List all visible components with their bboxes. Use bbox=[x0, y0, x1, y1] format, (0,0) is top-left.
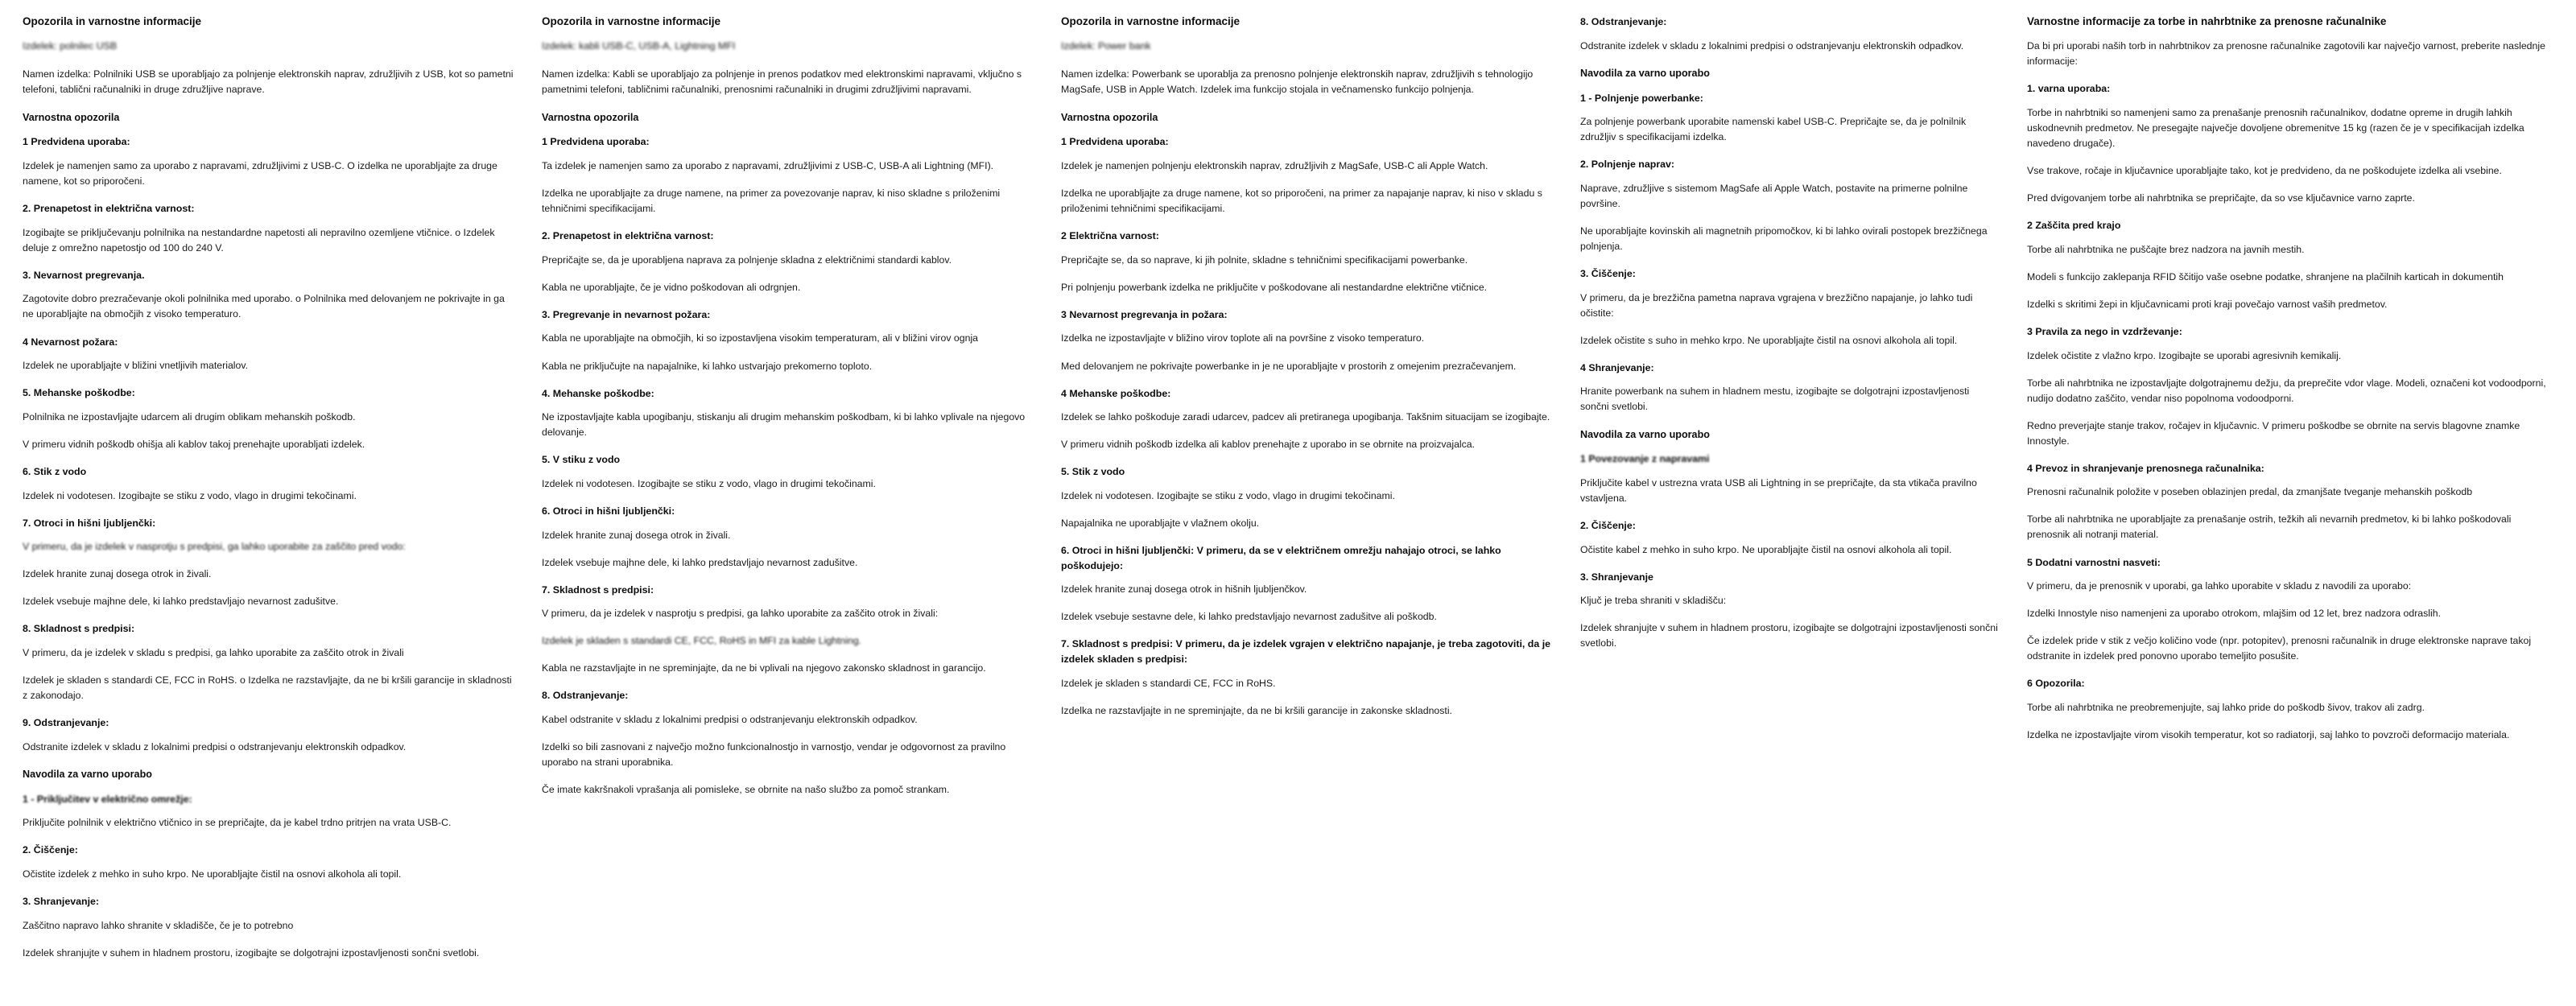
section-1 bbox=[1061, 134, 1553, 216]
section-heading: 8. Odstranjevanje: bbox=[542, 690, 629, 702]
section-heading: 3 Nevarnost pregrevanja in požara: bbox=[1061, 308, 1228, 320]
usage-section-4 bbox=[1580, 361, 2000, 415]
usage-paragraph: Za polnjenje powerbank uporabite namenski kabel USB-C. Prepričajte se, da je polnilnik združljiv s specifikacijami izdelka. bbox=[1580, 116, 1967, 143]
section-5 bbox=[23, 385, 514, 452]
section-paragraph: Izdelka ne razstavljajte in ne spreminjajte, da ne bi kršili garancije in zakonske skladnosti. bbox=[1061, 704, 1452, 716]
section-heading: 8. Skladnost s predpisi: bbox=[23, 623, 135, 635]
product-purpose: Namen izdelka: Polnilniki USB se uporabljajo za polnjenje elektronskih naprav, združljivih z USB, kot so pametni telefoni, tablični računalniki in druge združljive naprave. bbox=[23, 68, 514, 96]
section-heading: 1 Predvidena uporaba: bbox=[542, 136, 650, 148]
section-heading: 7. Skladnost s predpisi: bbox=[542, 583, 654, 596]
section-paragraph: Redno preverjajte stanje trakov, ročajev in ključavnic. V primeru poškodbe se obrnite na servis blagovne znamke Innostyle. bbox=[2027, 419, 2520, 447]
section-paragraph: Torbe in nahrbtniki so namenjeni samo za prenašanje prenosnih računalnikov, dodatne opreme in drugih lahkih uskodnevnih predmetov. Ne presegajte največje dovoljene obremenitve 15 kg (razen če je v specifikacijah izdelka navedeno drugače). bbox=[2027, 106, 2524, 150]
usage-heading-text: 1 - Priključitev v električno omrežje: bbox=[23, 793, 192, 805]
section-paragraph: Polnilnika ne izpostavljajte udarcem ali drugim oblikam mehanskih poškodb. bbox=[23, 410, 356, 423]
section-6 bbox=[542, 504, 1034, 571]
section-4 bbox=[542, 386, 1034, 441]
section-paragraph: Prepričajte se, da je uporabljena naprava za polnjenje skladna z električnimi standardi kablov. bbox=[542, 254, 952, 266]
section-paragraph: Izdelek hranite zunaj dosega otrok in živali. bbox=[542, 529, 731, 541]
usage-paragraph: Izdelek očistite s suho in mehko krpo. Ne uporabljajte čistil na osnovi alkohola ali topil. bbox=[1580, 334, 1958, 346]
usage-section-1 bbox=[23, 792, 514, 831]
section-paragraph: Pred dvigovanjem torbe ali nahrbtnika se prepričajte, da so vse ključavnice varno zaprte. bbox=[2027, 192, 2415, 204]
column-title: Varnostne informacije za torbe in nahrbtnike za prenosne računalnike bbox=[2027, 15, 2387, 27]
section-heading: 5. V stiku z vodo bbox=[542, 454, 621, 466]
section-8 bbox=[542, 688, 1034, 728]
section-3 bbox=[23, 268, 514, 323]
usage-heading-item bbox=[23, 792, 514, 807]
section-heading: 5. Mehanske poškodbe: bbox=[23, 387, 135, 399]
usage-heading-item: 3. Shranjevanje bbox=[1580, 571, 1653, 583]
column-backpack bbox=[2016, 14, 2571, 755]
section-paragraph: Torbe ali nahrbtnika ne izpostavljajte dolgotrajnemu dežju, da preprečite vdor vlage. Modeli, označeni kot vodoodporni, nudijo dodatno zaščito, vendar niso popolnoma vodoodporni. bbox=[2027, 377, 2546, 404]
section-paragraph bbox=[23, 539, 514, 555]
usage-section-1 bbox=[1580, 91, 2000, 146]
section-4 bbox=[2027, 461, 2555, 543]
section-heading: 4 Nevarnost požara: bbox=[23, 336, 118, 348]
usage-heading-item: 3. Shranjevanje: bbox=[23, 895, 100, 907]
usage-heading-item: 4 Shranjevanje: bbox=[1580, 361, 1654, 373]
usage-heading-2: Navodila za varno uporabo bbox=[1580, 428, 1710, 440]
section-paragraph: Vse trakove, ročaje in ključavnice uporabljajte tako, kot je predvideno, da ne poškodujete izdelka ali vsebine. bbox=[2027, 165, 2502, 177]
product-name bbox=[23, 39, 514, 54]
section-4 bbox=[1061, 386, 1553, 453]
section-5 bbox=[2027, 555, 2555, 665]
section-paragraph: Izdelek hranite zunaj dosega otrok in hišnih ljubljenčkov. bbox=[1061, 583, 1307, 596]
section-paragraph: Izogibajte se priključevanju polnilnika na nestandardne napetosti ali nepravilno ozemljene vtičnice. o Izdelek deluje z omrežno napetostjo od 100 do 240 V. bbox=[23, 226, 495, 254]
usage-section-2 bbox=[23, 843, 514, 882]
section-paragraph: Prepričajte se, da so naprave, ki jih polnite, skladne s tehničnimi specifikacijami powerbanke. bbox=[1061, 254, 1468, 266]
section-3 bbox=[542, 307, 1034, 374]
usage-heading-item: 2. Čiščenje: bbox=[23, 844, 78, 856]
section-paragraph: Izdelki Innostyle niso namenjeni za uporabo otrokom, mlajšim od 12 let, brez nadzora odraslih. bbox=[2027, 608, 2442, 620]
section-paragraph: V primeru, da je prenosnik v uporabi, ga lahko uporabite v skladu z navodili za uporabo: bbox=[2027, 580, 2412, 592]
section-heading: 2 Zaščita pred krajo bbox=[2027, 220, 2121, 232]
usage-heading: Navodila za varno uporabo bbox=[1580, 67, 1710, 79]
usage-paragraph: Izdelek shranjujte v suhem in hladnem prostoru, izogibajte se dolgotrajni izpostavljenosti sončni svetlobi. bbox=[1580, 622, 1998, 649]
section-paragraph bbox=[542, 633, 1034, 649]
section-paragraph: Če izdelek pride v stik z večjo količino vode (npr. potopitev), prenosni računalnik in druge elektronske naprave takoj odstranite in izdelek pred ponovno uporabo temeljito posušite. bbox=[2027, 635, 2532, 662]
section-2 bbox=[1061, 229, 1553, 295]
section-heading: 2. Prenapetost in električna varnost: bbox=[23, 203, 195, 215]
usage-heading-text: 1 Povezovanje z napravami bbox=[1580, 453, 1710, 465]
section-paragraph: Izdelek vsebuje majhne dele, ki lahko predstavljajo nevarnost zadušitve. bbox=[23, 596, 339, 608]
warnings-heading: Varnostna opozorila bbox=[542, 111, 639, 123]
warnings-heading: Varnostna opozorila bbox=[1061, 111, 1158, 123]
product-name-text: Izdelek: Power bank bbox=[1061, 40, 1151, 52]
product-purpose: Namen izdelka: Kabli se uporabljajo za polnjenje in prenos podatkov med elektronskimi napravami, vključno s pametnimi telefoni, tabličnimi računalniki, prenosnimi računalniki in drugimi združljivimi napravami. bbox=[542, 68, 1022, 96]
section-heading: 7. Otroci in hišni ljubljenčki: bbox=[23, 517, 156, 529]
column-powerbank-usage bbox=[1569, 14, 2016, 664]
section-paragraph: Izdelek je skladen s standardi CE, FCC in RoHS. bbox=[1061, 677, 1276, 689]
section-5 bbox=[1061, 464, 1553, 531]
section-paragraph: Kabla ne uporabljajte, če je vidno poškodovan ali odrgnjen. bbox=[542, 281, 801, 293]
section-8 bbox=[23, 621, 514, 703]
section-paragraph: Ta izdelek je namenjen samo za uporabo z napravami, združljivimi z USB-C, USB-A ali Lightning (MFI). bbox=[542, 160, 994, 172]
section-heading: 6. Stik z vodo bbox=[23, 465, 87, 477]
product-name bbox=[542, 39, 1034, 54]
section-5 bbox=[542, 452, 1034, 492]
section-paragraph: Izdelka ne izpostavljajte v bližino virov toplote ali na površine z visoko temperaturo. bbox=[1061, 332, 1425, 344]
footer-paragraph: Če imate kakršnakoli vprašanja ali pomisleke, se obrnite na našo službo za pomoč strankam. bbox=[542, 784, 950, 796]
column-title: Opozorila in varnostne informacije bbox=[23, 15, 202, 27]
usage-paragraph: Hranite powerbank na suhem in hladnem mestu, izogibajte se dolgotrajni izpostavljenosti sončni svetlobi. bbox=[1580, 385, 1970, 413]
section-paragraph: Izdelek je namenjen polnjenju elektronskih naprav, združljivih z MagSafe, USB-C ali Apple Watch. bbox=[1061, 160, 1488, 172]
section-paragraph: Torbe ali nahrbtnika ne uporabljajte za prenašanje ostrih, težkih ali nevarnih predmetov, ki bi lahko poškodovali prenosnik ali notranji material. bbox=[2027, 513, 2512, 541]
column-powerbank bbox=[1050, 14, 1569, 731]
section-2 bbox=[2027, 218, 2555, 312]
usage-section-3 bbox=[1580, 266, 2000, 348]
usage-paragraph: Očistite kabel z mehko in suho krpo. Ne uporabljajte čistil na osnovi alkohola ali topil. bbox=[1580, 543, 1952, 555]
usage-heading: Navodila za varno uporabo bbox=[23, 768, 152, 780]
section-heading: 6 Opozorila: bbox=[2027, 678, 2085, 690]
product-name-text: Izdelek: polnilec USB bbox=[23, 40, 118, 52]
usage-paragraph: Zaščitno napravo lahko shranite v skladišče, če je to potrebno bbox=[23, 919, 294, 931]
section-8 bbox=[1580, 14, 2000, 54]
section-paragraph: Izdelek ne uporabljajte v bližini vnetljivih materialov. bbox=[23, 360, 249, 372]
section-paragraph: Kabla ne razstavljajte in ne spreminjajte, da ne bi vplivali na njegovo zakonsko skladnost in garancijo. bbox=[542, 662, 986, 674]
section-paragraph: Odstranite izdelek v skladu z lokalnimi predpisi o odstranjevanju elektronskih odpadkov. bbox=[1580, 39, 1964, 52]
section-paragraph: Zagotovite dobro prezračevanje okoli polnilnika med uporabo. o Polnilnika med delovanjem ne pokrivajte in ga ne uporabljajte na območjih z visoko temperaturo. bbox=[23, 293, 505, 320]
section-2 bbox=[23, 201, 514, 256]
section-paragraph-text: V primeru, da je izdelek v nasprotju s predpisi, ga lahko uporabite za zaščito pred vodo: bbox=[23, 541, 406, 553]
section-paragraph: V primeru, da je izdelek v skladu s predpisi, ga lahko uporabite za zaščito otrok in živali bbox=[23, 646, 404, 658]
section-7 bbox=[1061, 637, 1553, 718]
section-paragraph: V primeru vidnih poškodb ohišja ali kablov takoj prenehajte uporabljati izdelek. bbox=[23, 438, 365, 450]
section-paragraph: Kabel odstranite v skladu z lokalnimi predpisi o odstranjevanju elektronskih odpadkov. bbox=[542, 714, 918, 725]
usage-paragraph: Ne uporabljajte kovinskih ali magnetnih pripomočkov, ki bi lahko ovirali postopek brezžičnega polnjenja. bbox=[1580, 225, 1988, 252]
section-3 bbox=[1061, 307, 1553, 374]
column-lightning-mfi bbox=[530, 14, 1050, 810]
warnings-heading: Varnostna opozorila bbox=[23, 111, 120, 123]
section-heading: 4 Mehanske poškodbe: bbox=[1061, 387, 1171, 399]
section-paragraph: Napajalnika ne uporabljajte v vlažnem okolju. bbox=[1061, 517, 1260, 529]
section-heading: 4. Mehanske poškodbe: bbox=[542, 387, 654, 399]
section-paragraph: Pri polnjenju powerbank izdelka ne priključite v poškodovane ali nestandardne električne vtičnice. bbox=[1061, 281, 1488, 293]
usage-paragraph: Priključite kabel v ustrezna vrata USB ali Lightning in se prepričajte, da sta vtikača pravilno vstavljena. bbox=[1580, 477, 1977, 505]
section-1 bbox=[2027, 81, 2555, 206]
section-2 bbox=[542, 229, 1034, 295]
usage2-section-1 bbox=[1580, 451, 2000, 506]
section-heading: 5 Dodatni varnostni nasveti: bbox=[2027, 556, 2161, 568]
section-paragraph: Izdelek očistite z vlažno krpo. Izogibajte se uporabi agresivnih kemikalij. bbox=[2027, 349, 2342, 361]
section-paragraph: Izdelek ni vodotesen. Izogibajte se stiku z vodo, vlago in drugimi tekočinami. bbox=[1061, 489, 1395, 501]
section-paragraph: Torbe ali nahrbtnika ne puščajte brez nadzora na javnih mestih. bbox=[2027, 243, 2305, 255]
section-paragraph: Izdelek hranite zunaj dosega otrok in živali. bbox=[23, 568, 212, 580]
section-7 bbox=[542, 583, 1034, 677]
usage-paragraph: Naprave, združljive s sistemom MagSafe ali Apple Watch, postavite na primerne polnilne površine. bbox=[1580, 182, 1968, 209]
section-paragraph: Izdelek ni vodotesen. Izogibajte se stiku z vodo, vlago in drugimi tekočinami. bbox=[542, 477, 876, 489]
usage-heading-item: 2. Polnjenje naprav: bbox=[1580, 159, 1675, 171]
usage2-section-2 bbox=[1580, 518, 2000, 558]
section-heading: 4 Prevoz in shranjevanje prenosnega računalnika: bbox=[2027, 462, 2264, 474]
section-paragraph: Izdelek ni vodotesen. Izogibajte se stiku z vodo, vlago in drugimi tekočinami. bbox=[23, 489, 357, 501]
section-6 bbox=[1061, 543, 1553, 625]
section-heading: 2 Električna varnost: bbox=[1061, 230, 1159, 242]
section-paragraph: Kabla ne priključujte na napajalnike, ki lahko ustvarjajo prekomerno toploto. bbox=[542, 360, 873, 372]
usage-heading-item bbox=[1580, 451, 2000, 467]
section-paragraph: Kabla ne uporabljajte na območjih, ki so izpostavljena visokim temperaturam, ali v bližini virov ognja bbox=[542, 332, 979, 344]
section-6 bbox=[2027, 676, 2555, 743]
section-3 bbox=[2027, 324, 2555, 449]
intro-paragraph: Da bi pri uporabi naših torb in nahrbtnikov za prenosne računalnike zagotovili kar največjo varnost, preberite naslednje informacije: bbox=[2027, 40, 2545, 68]
usage-paragraph: Očistite izdelek z mehko in suho krpo. Ne uporabljajte čistil na osnovi alkohola ali topil. bbox=[23, 868, 402, 880]
section-heading: 7. Skladnost s predpisi: V primeru, da je izdelek vgrajen v električno napajanje, je treba zagotoviti, da je izdelek skladen s predpisi: bbox=[1061, 638, 1551, 665]
usage-heading-item: 1 - Polnjenje powerbanke: bbox=[1580, 92, 1703, 104]
section-paragraph: Izdelka ne uporabljajte za druge namene, na primer za povezovanje naprav, ki niso skladne s priloženimi tehničnimi specifikacijami. bbox=[542, 188, 1001, 215]
section-heading: 5. Stik z vodo bbox=[1061, 466, 1125, 478]
section-paragraph: Odstranite izdelek v skladu z lokalnimi predpisi o odstranjevanju elektronskih odpadkov. bbox=[23, 740, 407, 752]
section-paragraph: Ne izpostavljajte kabla upogibanju, stiskanju ali drugim mehanskim poškodbam, ki bi lahko vplivale na njegovo delovanje. bbox=[542, 411, 1026, 439]
section-paragraph: Izdelek vsebuje majhne dele, ki lahko predstavljajo nevarnost zadušitve. bbox=[542, 556, 858, 568]
column-title: Opozorila in varnostne informacije bbox=[542, 15, 721, 27]
usage-heading-item: 2. Čiščenje: bbox=[1580, 520, 1636, 532]
section-1 bbox=[542, 134, 1034, 216]
section-paragraph: Izdelek je skladen s standardi CE, FCC in RoHS. o Izdelka ne razstavljajte, da ne bi kršili garancije in skladnosti z zakonodajo. bbox=[23, 674, 512, 701]
section-6 bbox=[23, 464, 514, 504]
section-paragraph: Izdelka ne izpostavljajte virom visokih temperatur, kot so radiatorji, saj lahko to povzroči deformacijo materiala. bbox=[2027, 728, 2510, 740]
section-heading: 6. Otroci in hišni ljubljenčki: V primeru, da se v električnem omrežju nahajajo otroci, se lahko poškodujejo: bbox=[1061, 544, 1501, 571]
section-heading: 8. Odstranjevanje: bbox=[1580, 16, 1667, 27]
section-7 bbox=[23, 516, 514, 610]
usage-section-2 bbox=[1580, 157, 2000, 254]
section-heading: 1. varna uporaba: bbox=[2027, 83, 2111, 95]
section-paragraph: Izdelek se lahko poškoduje zaradi udarcev, padcev ali pretiranega upogibanja. Takšnim situacijam se izogibajte. bbox=[1061, 411, 1550, 423]
section-heading: 1 Predvidena uporaba: bbox=[1061, 136, 1169, 148]
section-paragraph: Izdelek vsebuje sestavne dele, ki lahko predstavljajo nevarnost zadušitve ali poškodb. bbox=[1061, 611, 1437, 623]
section-heading: 2. Prenapetost in električna varnost: bbox=[542, 230, 714, 242]
usage2-section-3 bbox=[1580, 570, 2000, 652]
column-usb-cable bbox=[11, 14, 530, 973]
section-paragraph: Izdelki s skritimi žepi in ključavnicami proti kraji povečajo varnost vaših predmetov. bbox=[2027, 298, 2388, 310]
section-heading: 1 Predvidena uporaba: bbox=[23, 136, 130, 148]
section-paragraph: Modeli s funkcijo zaklepanja RFID ščitijo vaše osebne podatke, shranjene na plačilnih karticah in dokumentih bbox=[2027, 270, 2504, 282]
column-title: Opozorila in varnostne informacije bbox=[1061, 15, 1241, 27]
section-heading: 3. Nevarnost pregrevanja. bbox=[23, 269, 145, 281]
section-paragraph: V primeru, da je izdelek v nasprotju s predpisi, ga lahko uporabite za zaščito otrok in živali: bbox=[542, 608, 939, 620]
section-heading: 3 Pravila za nego in vzdrževanje: bbox=[2027, 325, 2182, 337]
section-paragraph: Torbe ali nahrbtnika ne preobremenjujte, saj lahko pride do poškodb šivov, trakov ali zadrg. bbox=[2027, 701, 2425, 713]
section-9 bbox=[23, 715, 514, 755]
section-4 bbox=[23, 335, 514, 374]
usage-heading-item: 3. Čiščenje: bbox=[1580, 268, 1636, 280]
product-name-text: Izdelek: kabli USB-C, USB-A, Lightning MFI bbox=[542, 40, 736, 52]
usage-paragraph: V primeru, da je brezžična pametna naprava vgrajena v brezžično napajanje, jo lahko tudi očistite: bbox=[1580, 291, 1973, 319]
section-heading: 3. Pregrevanje in nevarnost požara: bbox=[542, 308, 711, 320]
usage-paragraph: Ključ je treba shraniti v skladišču: bbox=[1580, 595, 1727, 607]
usage-paragraph: Priključite polnilnik v električno vtičnico in se prepričajte, da je kabel trdno pritrjen na vrata USB-C. bbox=[23, 817, 452, 829]
section-paragraph-text: Izdelek je skladen s standardi CE, FCC, RoHS in MFI za kable Lightning. bbox=[542, 635, 862, 647]
section-paragraph: Med delovanjem ne pokrivajte powerbanke in je ne uporabljajte v prostorih z omejenim prezračevanjem. bbox=[1061, 360, 1517, 372]
footer-paragraph: Izdelki so bili zasnovani z največjo možno funkcionalnostjo in varnostjo, vendar je odgovornost za pravilno uporabo na strani uporabnika. bbox=[542, 741, 1006, 769]
section-paragraph: Izdelek je namenjen samo za uporabo z napravami, združljivimi z USB-C. O izdelka ne uporabljajte za druge namene, kot so priporočeni. bbox=[23, 160, 497, 188]
section-paragraph: Prenosni računalnik položite v poseben oblazinjen predal, da zmanjšate tveganje mehanskih poškodb bbox=[2027, 486, 2473, 498]
section-paragraph: V primeru vidnih poškodb izdelka ali kablov prenehajte z uporabo in se obrnite na proizvajalca. bbox=[1061, 439, 1476, 451]
section-paragraph: Izdelka ne uporabljajte za druge namene, kot so priporočeni, na primer za napajanje naprav, ki niso v skladu s priloženimi tehničnimi specifikacijami. bbox=[1061, 188, 1542, 215]
section-1 bbox=[23, 134, 514, 189]
section-heading: 9. Odstranjevanje: bbox=[23, 717, 109, 729]
product-purpose: Namen izdelka: Powerbank se uporablja za prenosno polnjenje elektronskih naprav, združljivih s tehnologijo MagSafe, USB in Apple Watch. Izdelek ima funkcijo stojala in večnamensko funkcijo polnjenja. bbox=[1061, 68, 1534, 96]
section-heading: 6. Otroci in hišni ljubljenčki: bbox=[542, 505, 675, 517]
usage-paragraph: Izdelek shranjujte v suhem in hladnem prostoru, izogibajte se dolgotrajni izpostavljenosti sončni svetlobi. bbox=[23, 946, 480, 959]
product-name bbox=[1061, 39, 1553, 54]
usage-section-3 bbox=[23, 894, 514, 961]
